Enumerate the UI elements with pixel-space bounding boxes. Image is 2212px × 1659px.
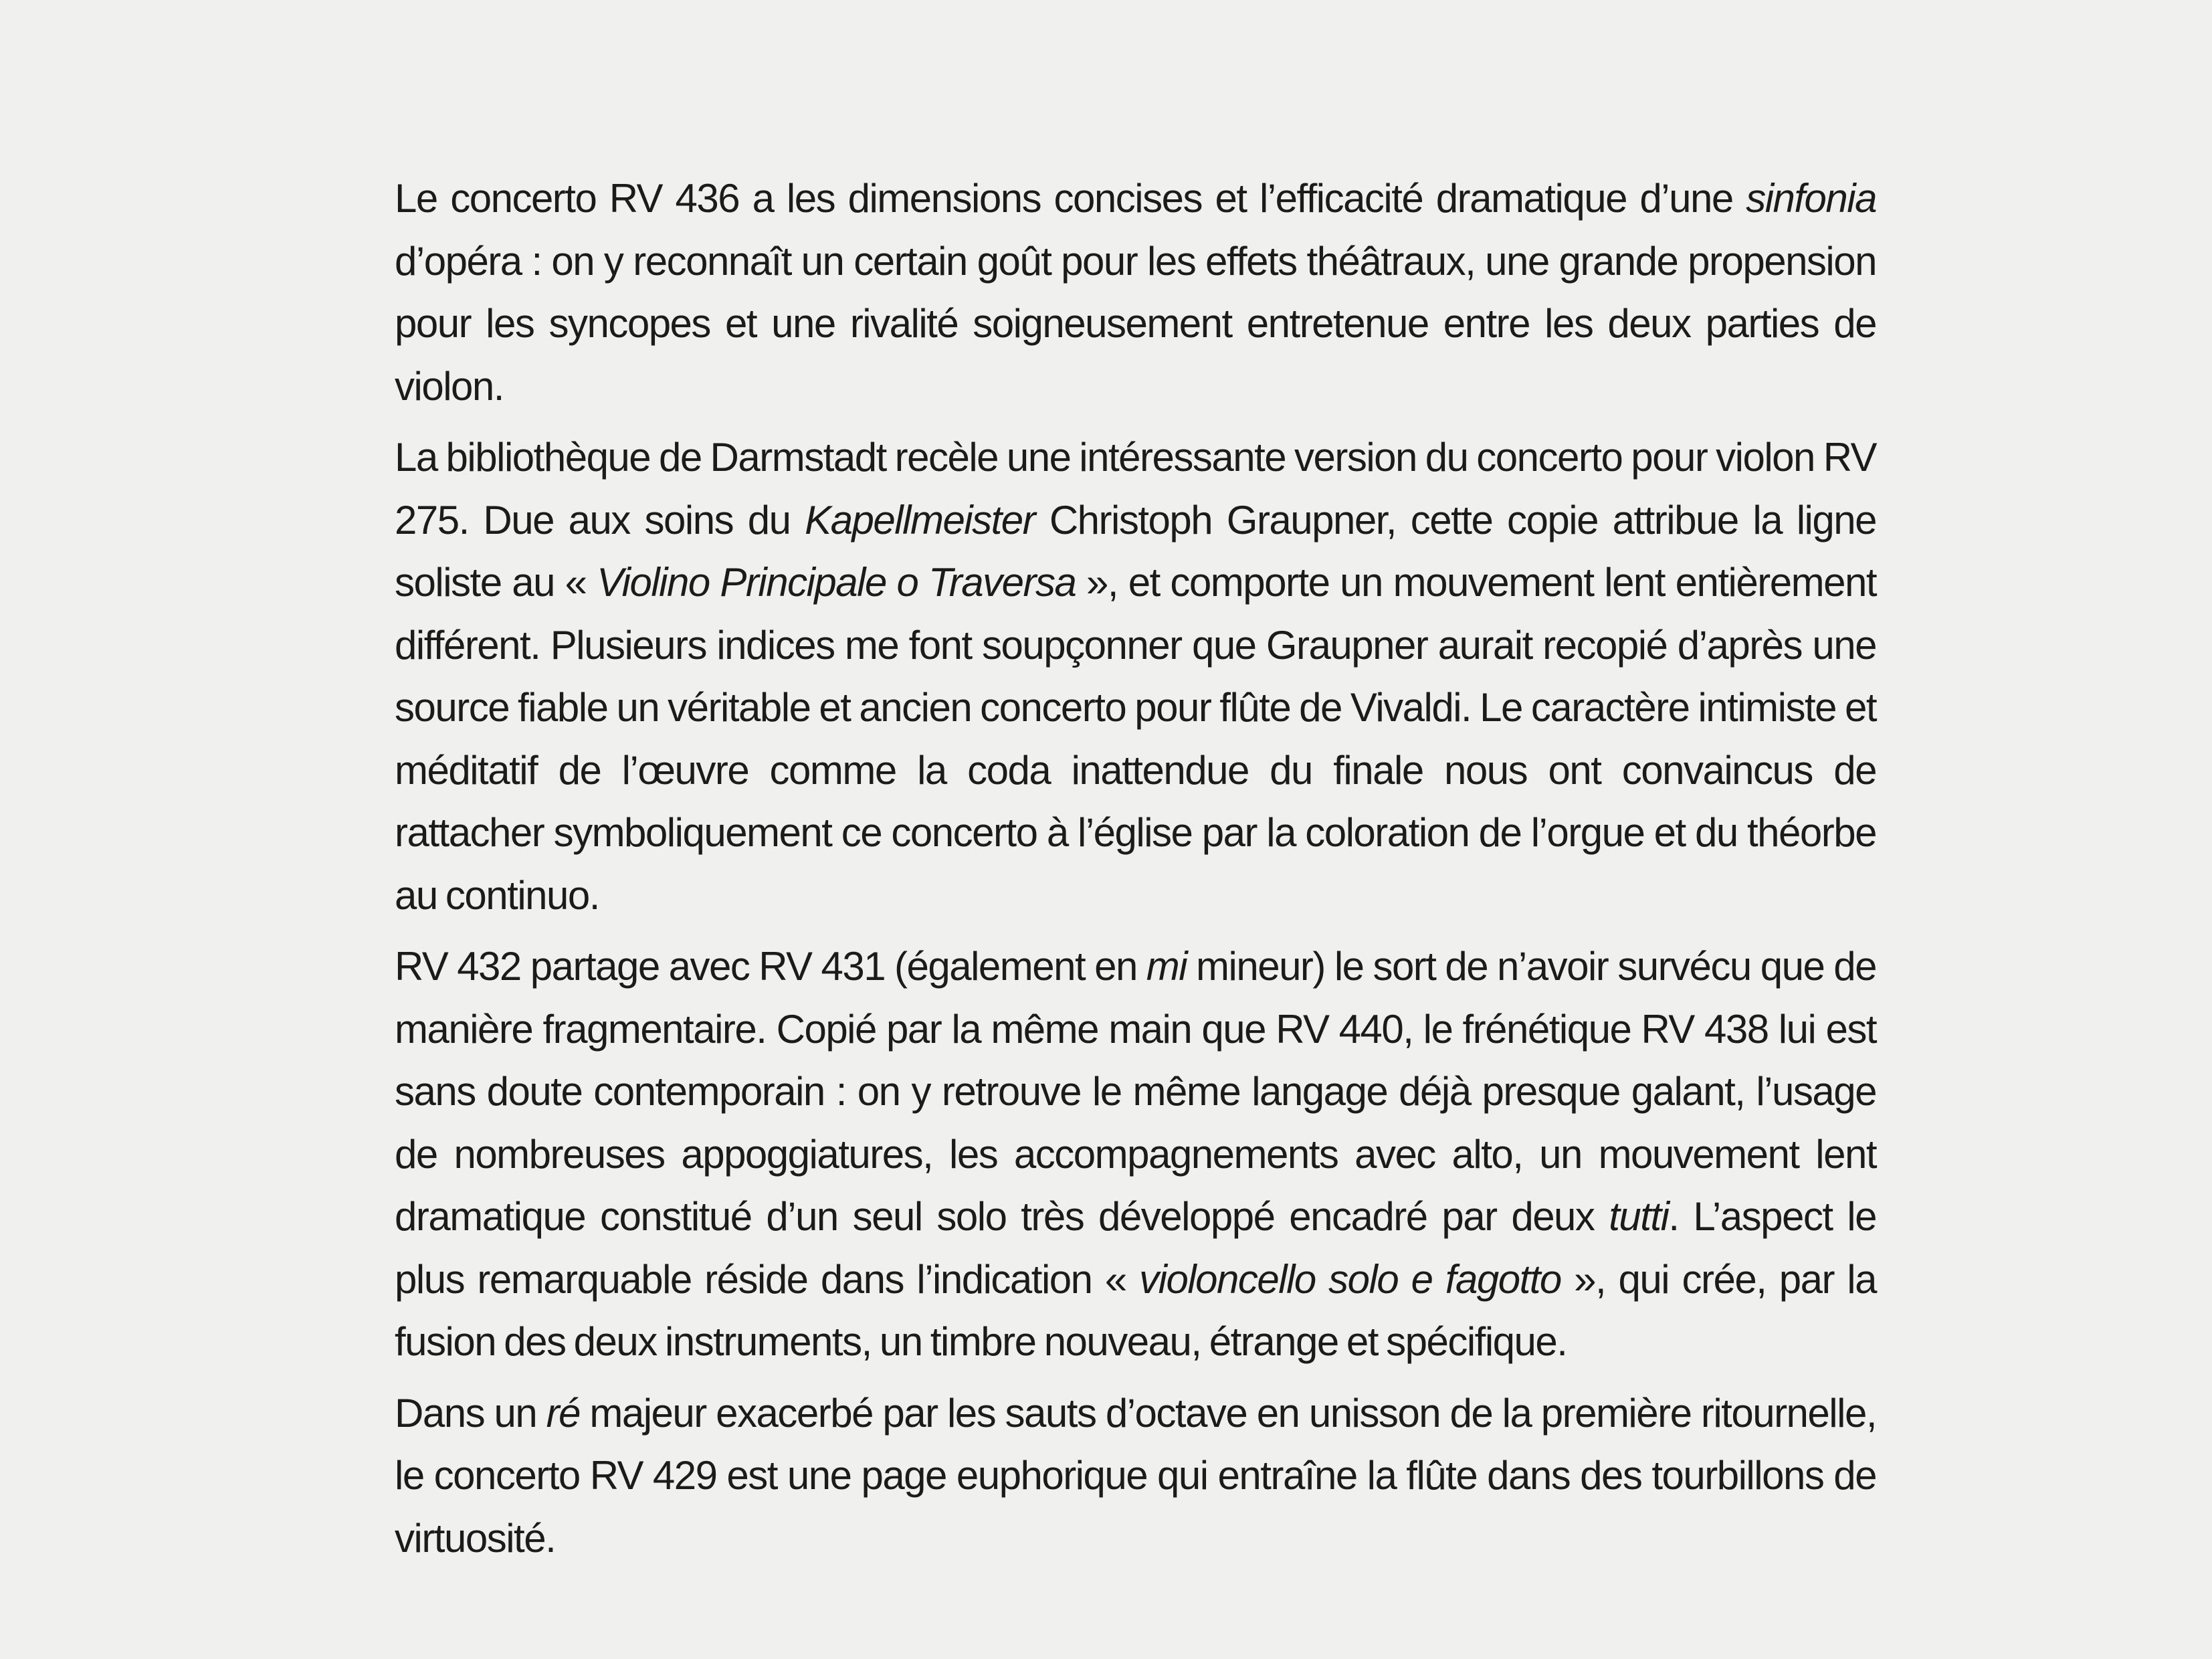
text-run: . L’aspect le plus remarquable réside dans l’indication «: [395, 1194, 1876, 1302]
text-run: Le concerto RV 436 a les dimensions concises et l’efficacité dramatique d’une: [395, 176, 1746, 221]
text-run: mineur) le sort de n’avoir survécu que de manière fragmentaire. Copié par la même main que RV 440, le frénétique RV 438 lui est sans doute contemporain : on y retrouve le même langage déjà presque galant, l’usage de nombreuses appoggiatures, les accompagnements avec alto, un mouvement lent dramatique constitué d’un seul solo très développé encadré par deux: [395, 944, 1876, 1239]
italic-run: Violino Principale o Traversa: [597, 560, 1076, 605]
text-run: La bibliothèque de Darmstadt recèle une intéressante version du concerto pour violon RV 275. Due aux soins du: [395, 435, 1876, 543]
italic-run: sinfonia: [1746, 176, 1876, 221]
text-run: majeur exacerbé par les sauts d’octave en unisson de la première ritournelle, le concerto RV 429 est une page euphorique qui entraîne la flûte dans des tourbillons de virtuosité.: [395, 1390, 1876, 1561]
italic-run: violoncello solo e fagotto: [1139, 1256, 1561, 1302]
text-run: », qui crée, par la fusion des deux instruments, un timbre nouveau, étrange et spécifique.: [395, 1256, 1876, 1364]
italic-run: ré: [546, 1390, 580, 1436]
italic-run: mi: [1146, 944, 1187, 989]
paragraph-rv436: [395, 167, 1876, 417]
text-run: Christoph Graupner, cette copie attribue la ligne soliste au «: [395, 497, 1876, 605]
text-run: », et comporte un mouvement lent entièrement différent. Plusieurs indices me font soupçonner que Graupner aurait recopié d’après une source fiable un véritable et ancien concerto pour flûte de Vivaldi. Le caractère intimiste et méditatif de l’œuvre comme la coda inattendue du finale nous ont convaincus de rattacher symboliquement ce concerto à l’église par la coloration de l’orgue et du théorbe au continuo.: [395, 560, 1876, 918]
paragraph-rv432: [395, 935, 1876, 1373]
italic-run: tutti: [1609, 1194, 1669, 1239]
text-run: Dans un: [395, 1390, 546, 1436]
text-run: d’opéra : on y reconnaît un certain goût pour les effets théâtraux, une grande propension pour les syncopes et une rivalité soigneusement entretenue entre les deux parties de violon.: [395, 238, 1876, 409]
paragraph-rv429: [395, 1382, 1876, 1570]
text-body: [395, 167, 1876, 1569]
italic-run: Kapellmeister: [805, 497, 1035, 543]
text-run: RV 432 partage avec RV 431 (également en: [395, 944, 1146, 989]
paragraph-rv275: [395, 426, 1876, 926]
